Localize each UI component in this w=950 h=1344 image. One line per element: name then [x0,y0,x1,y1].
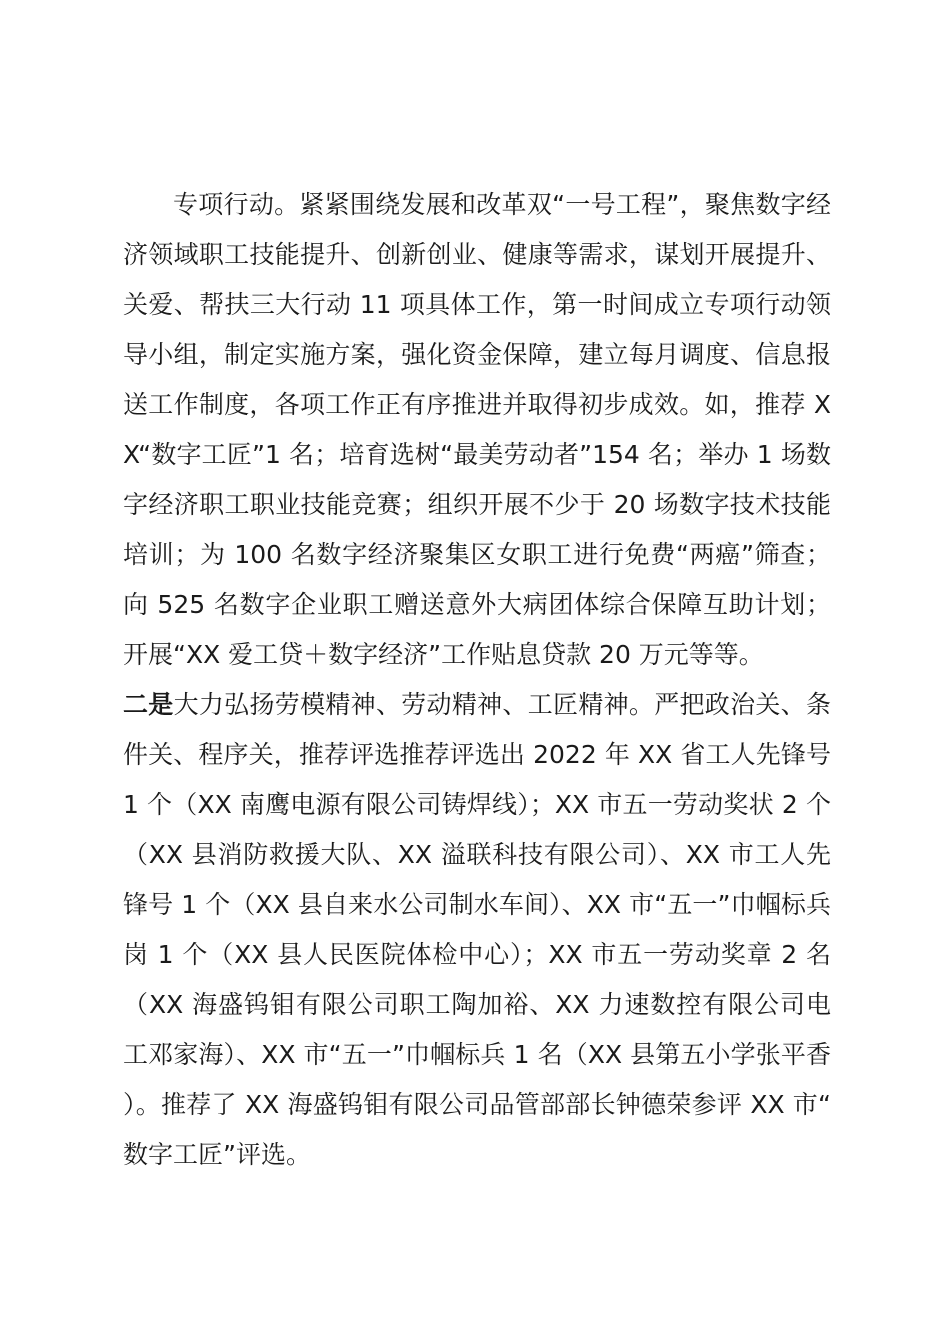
paragraph-lead-label: 二是 [123,690,174,719]
document-body [123,180,831,1180]
paragraph-special-actions: 专项行动。紧紧围绕发展和改革双“一号工程”，聚焦数字经济领域职工技能提升、创新创业、健康等需求，谋划开展提升、关爱、帮扶三大行动 11 项具体工作，第一时间成立专项行动领导小组，制定实施方案，强化资金保障，建立每月调度、信息报送工作制度，各项工作正有序推进并取得初步成效。如，推荐 XX“数字工匠”1 名；培育选树“最美劳动者”154 名；举办 1 场数字经济职工职业技能竞赛；组织开展不少于 20 场数字技术技能培训；为 100 名数字经济聚集区女职工进行免费“两癌”筛查；向 525 名数字企业职工赠送意外大病团体综合保障互助计划；开展“XX 爱工贷＋数字经济”工作贴息贷款 20 万元等等。 [123,190,831,669]
paragraph-model-worker-spirit [123,680,831,1180]
paragraph-body-text: 大力弘扬劳模精神、劳动精神、工匠精神。严把政治关、条件关、程序关，推荐评选推荐评选出 2022 年 XX 省工人先锋号 1 个（XX 南鹰电源有限公司铸焊线）；XX 市五一劳动奖状 2 个（XX 县消防救援大队、XX 溢联科技有限公司）、XX 市工人先锋号 1 个（XX 县自来水公司制水车间）、XX 市“五一”巾帼标兵岗 1 个（XX 县人民医院体检中心）；XX 市五一劳动奖章 2 名（XX 海盛钨钼有限公司职工陶加裕、XX 力速数控有限公司电工邓家海）、XX 市“五一”巾帼标兵 1 名（XX 县第五小学张平香）。推荐了 XX 海盛钨钼有限公司品管部部长钟德荣参评 XX 市“数字工匠”评选。 [123,690,831,1169]
